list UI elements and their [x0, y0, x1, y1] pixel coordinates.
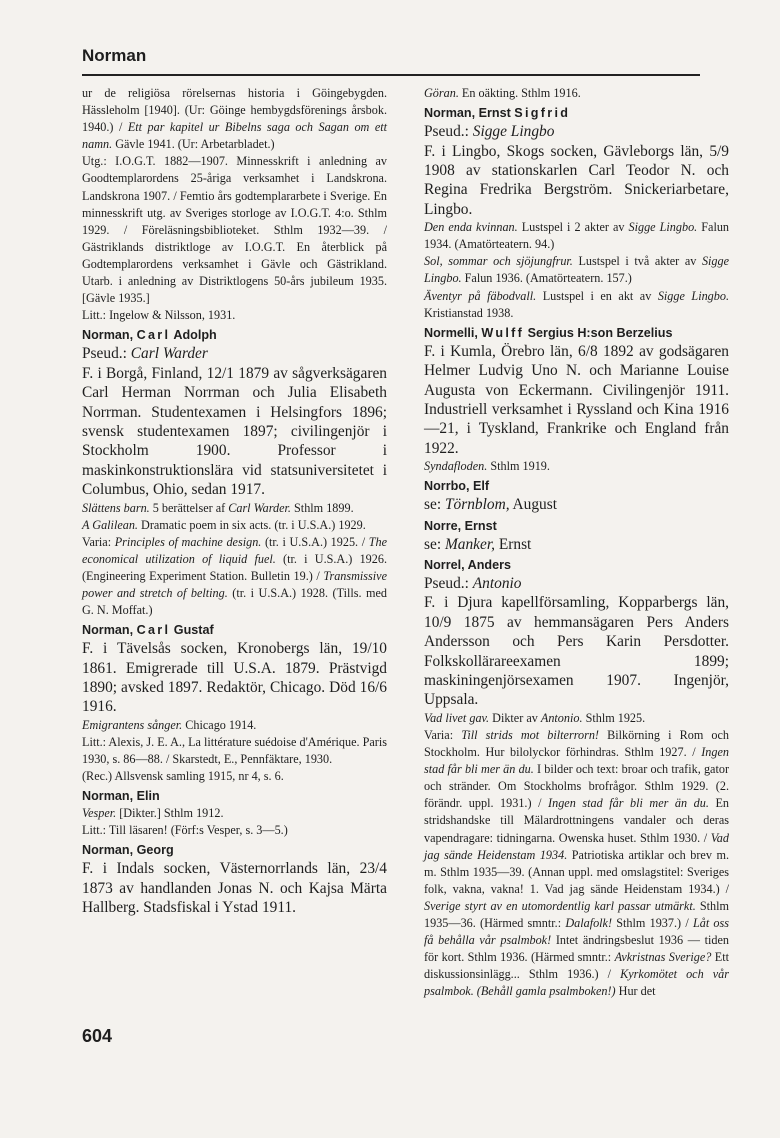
page-number: 604 — [82, 1026, 113, 1046]
entry-heading: Norre, Ernst — [424, 518, 497, 533]
entry-heading: Norman, Carl Gustaf — [82, 623, 214, 638]
biography: F. i Indals socken, Västernorrlands län, 23/4 1873 av handlanden Jonas N. och Kajsa Märta Hallberg. Stadsfiskal i Ystad 1911. — [82, 860, 387, 917]
work: Sol, sommar och sjöjungfrur. Lustspel i två akter av Sigge Lingbo. Falun 1936. (Amatörteatern. 157.) — [424, 254, 730, 286]
entry-heading: Norrbo, Elf — [424, 479, 490, 494]
work: Vad livet gav. Dikter av Antonio. Sthlm 1925. — [424, 710, 646, 725]
entry-heading: Normelli, Wulff Sergius H:son Berzelius — [424, 325, 673, 340]
pseudonym-line: Pseud.: Carl Warder — [82, 345, 208, 363]
work: Varia: Principles of machine design. (tr. i U.S.A.) 1925. / The economical utilization of liquid fuel. (tr. i U.S.A.) 1926. (Engineering Experiment Station. Bulletin 19.) / Transmissive power and stretch of belting. (tr. i U.S.A.) 1928. (Tills. med G. N. Moffat.) — [82, 534, 388, 618]
work: A Galilean. Dramatic poem in six acts. (tr. i U.S.A.) 1929. — [82, 517, 366, 532]
work: Varia: Till strids mot bilterrorn! Bilkörning i Rom och Stockholm. Hur bilolyckor förhindras. Sthlm 1927. / Ingen stad får bli mer än du. I bilder och text: broar och trafik, gator och stränder. Om Stockholms brofrågor. Sthlm 1929. (2. förändr. uppl. 1931.) / Ingen stad får bli mer än du. En stridshandske till Mälardrottningens vandaler och deras vapendragare: tidningarna. Owenska huset. Sthlm 1930. / Vad jag sände Heidenstam 1934. Patriotiska artiklar och brev m. m. Sthlm 1935—39. (Annan uppl. med omslagstitel: Sveriges folk, vakna, vakna! 1. Vad jag sände Heidenstam 1934.) / Sverige styrt av en utomordentlig karl passar utmärkt. Sthlm 1935—36. (Härmed smntr.: Dalafolk! Sthlm 1937.) / Låt oss få behålla vår psalmbok! Intet ändringsbeslut 1936 — tiden för kort. Sthlm 1936. (Härmed smntr.: Avkristnas Sverige? Ett diskussionsinlägg... Sthlm 1936.) / Kyrkomötet och vår psalmbok. (Behåll gamla psalmboken!) Hur det — [424, 727, 730, 999]
running-head: Norman — [82, 46, 147, 65]
review-note: (Rec.) Allsvensk samling 1915, nr 4, s. 6. — [82, 769, 284, 784]
pseudonym-line: Pseud.: Sigge Lingbo — [424, 123, 555, 141]
continued-entry: Göran. En oäkting. Sthlm 1916. — [424, 86, 581, 100]
entry-heading: Norman, Georg — [82, 843, 174, 858]
work: Den enda kvinnan. Lustspel i 2 akter av Sigge Lingbo. Falun 1934. (Amatörteatern. 94.) — [424, 220, 730, 252]
biography: F. i Tävelsås socken, Kronobergs län, 19/10 1861. Emigrerade till U.S.A. 1879. Prästvigd 1890; avsked 1897. Redaktör, Chicago. Död 16/6 1916. — [82, 640, 387, 716]
work: Äventyr på fäbodvall. Lustspel i en akt av Sigge Lingbo. Kristianstad 1938. — [424, 288, 729, 320]
pseudonym-line: Pseud.: Antonio — [424, 575, 522, 593]
left-column — [82, 85, 387, 918]
right-column — [424, 85, 729, 1000]
work: Vesper. [Dikter.] Sthlm 1912. — [82, 806, 224, 821]
editor-works: Utg.: I.O.G.T. 1882—1907. Minnesskrift i anledning av Goodtemplarordens 25-åriga verksamhet i Landskrona. Landskrona 1907. / Femtio års godtemplararbete i Sverige. En minnesskrift utg. av Sveriges storloge av I.O.G.T. 4:o. Sthlm 1929. / Föreläsningsbiblioteket. Sthlm 1932—39. / Gästriklands distriktloge av I.O.G.T. En återblick på Godtemplarordens verksamhet i Gävle och Gästrikland. Utarb. i anledning av Distriktlogens 50-års jubileum 1935. [Gävle 1935.] — [82, 154, 387, 306]
cross-reference: se: Törnblom, August — [424, 496, 558, 514]
continued-entry: ur de religiösa rörelsernas historia i Göingebygden. Hässleholm [1940]. (Ur: Göinge hembygdsförenings årsbok. 1940.) / Ett par kapitel ur Bibelns saga och Sagan om ett namn. Gävle 1941. (Ur: Arbetarbladet.) — [82, 86, 387, 152]
entry-heading: Norman, Elin — [82, 789, 160, 804]
cross-reference: se: Manker, Ernst — [424, 535, 532, 553]
biography: F. i Lingbo, Skogs socken, Gävleborgs län, 5/9 1908 av stationskarlen Carl Teodor N. och Regina Fredrika Bergström. Snickeriarbetare, Lingbo. — [424, 142, 729, 218]
biography: F. i Kumla, Örebro län, 6/8 1892 av godsägaren Helmer Ludvig Uno N. och Marianne Louise Augusta von Eckermann. Civilingenjör 1911. Industriell verksamhet i Ryssland och Kina 1916—21, i Tyskland, Frankrike och England från 1922. — [424, 342, 729, 457]
work: Slättens barn. 5 berättelser af Carl Warder. Sthlm 1899. — [82, 500, 354, 515]
biography: F. i Borgå, Finland, 12/1 1879 av sågverksägaren Carl Herman Norrman och Julia Elisabeth Norrman. Studentexamen i Helsingfors 1896; svensk studentexamen 1897; civilingenjör i Stockholm 1900. Professor i maskinkonstruktionslära vid statsuniversitetet i Columbus, Ohio, sedan 1917. — [82, 364, 387, 499]
work: Emigrantens sånger. Chicago 1914. — [82, 717, 257, 732]
entry-heading: Norrel, Anders — [424, 558, 512, 573]
entry-heading: Norman, Ernst Sigfrid — [424, 106, 571, 121]
work: Syndafloden. Sthlm 1919. — [424, 459, 550, 474]
literature-note: Litt.: Till läsaren! (Förf:s Vesper, s. 3—5.) — [82, 823, 288, 838]
literature-note: Litt.: Alexis, J. E. A., La littérature suédoise d'Amérique. Paris 1930, s. 86—88. / Skarstedt, E., Pennfäktare, 1930. — [82, 734, 387, 767]
literature-note: Litt.: Ingelow & Nilsson, 1931. — [82, 308, 236, 323]
biography: F. i Djura kapellförsamling, Kopparbergs län, 10/9 1875 av hemmansägaren Pers Anders Andersson och Pers Karin Persdotter. Folkskollärareexamen 1899; maskiningenjörsexamen 1907. Ingenjör, Uppsala. — [424, 594, 729, 709]
entry-heading: Norman, Carl Adolph — [82, 328, 217, 343]
header-rule — [82, 74, 700, 76]
